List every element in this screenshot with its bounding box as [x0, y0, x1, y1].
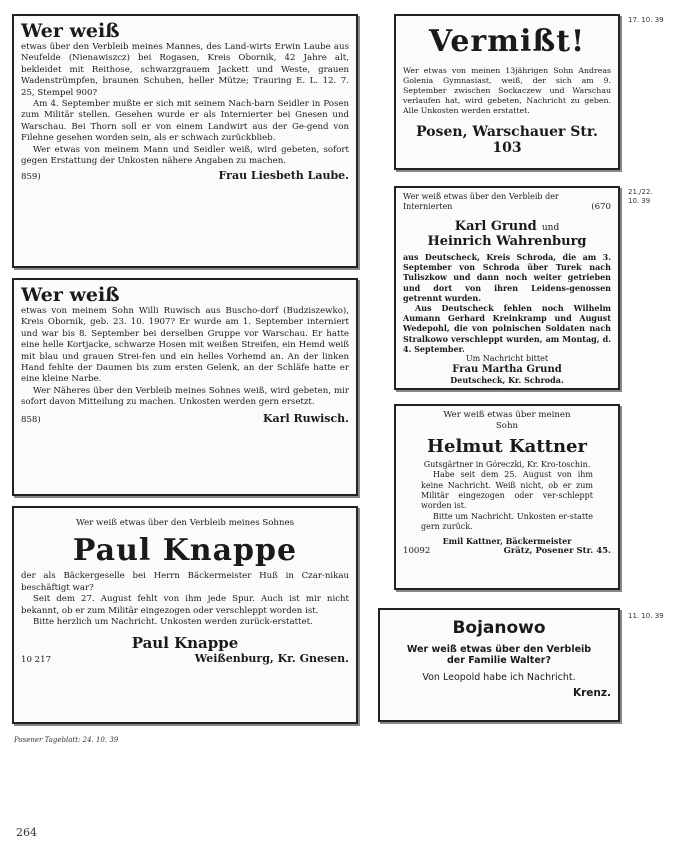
ad-place: Grätz, Posener Str. 45. — [503, 545, 611, 556]
ad-text: Aus Deutscheck fehlen noch Wilhelm Aumann Gerhard Kreinkramp und August Wedepohl, die von polnischen Soldaten nach Stralkowo verschleppt wurden, am Montag, d. 4. September. — [403, 303, 611, 354]
ad-signature: Frau Martha Grund — [452, 364, 562, 376]
ad-text: aus Deutscheck, Kreis Schroda, die am 3. September von Schroda über Turek nach Tuliszkow und dann noch weiter getrieben und dort von ihren Leidens-genossen getrennt wurden. — [403, 252, 611, 303]
ad-signature: Paul Knappe — [131, 634, 239, 653]
ad-intro: Wer weiß etwas über den Verbleib der Internierten — [403, 192, 559, 211]
ad-number: 10092 — [403, 545, 431, 556]
publication-date: 21./22. — [628, 188, 653, 196]
ad-text: Gutsgärtner in Góreczki, Kr. Kro-toschin. — [423, 459, 591, 469]
ad-place: Deutscheck, Kr. Schroda. — [450, 375, 564, 386]
publication-date: 10. 39 — [628, 197, 651, 205]
page-number: 264 — [16, 826, 37, 839]
ad-text: Habe seit dem 25. August von ihm keine Nachricht. Weiß nicht, ob er zum Militär eingezogen oder ver-schleppt worden ist. — [421, 470, 593, 511]
ad-text: Von Leopold habe ich Nachricht. — [422, 672, 576, 683]
ad-text: etwas über den Verbleib meines Mannes, des Land-wirts Erwin Laube aus Neufelde (Nienawiszcz) bei Rogasen, Kreis Obornik, 42 Jahre alt, bekleidet mit Reithose, schwarzgrauem Jackett und Weste, grauen Wadenstrümpfen, braunen Schuhen, heller Mütze; Trauring E. L. 12. 7. 25, Stempel 900? — [21, 42, 349, 98]
ad-grund — [394, 186, 620, 390]
ad-text: Um Nachricht bittet — [465, 354, 549, 364]
ad-signature: Krenz. — [572, 687, 611, 699]
ad-text: der als Bäckergeselle bei Herrn Bäckermeister Huß in Czar-nikau beschäftigt war? — [21, 571, 349, 593]
ad-text: Am 4. September mußte er sich mit seinem Nach-barn Seidler in Posen zum Militär stellen. Gesehen wurde er als Internierter bei Gnesen und Warschau. Bei Thorn soll er von einem Landwirt aus der Ge-gend von Filehne gesehen worden sein, als er schwach zurückblieb. — [21, 99, 349, 144]
ad-number: 858) — [21, 414, 41, 425]
ad-name: Helmut Kattner — [427, 435, 587, 457]
ad-name: Heinrich Wahrenburg — [427, 234, 587, 249]
ad-bojanowo — [378, 608, 620, 722]
source-caption: Posener Tageblatt: 24. 10. 39 — [14, 736, 119, 744]
ad-text: der Familie Walter? — [447, 655, 551, 666]
ad-number: (670 — [591, 202, 611, 212]
ad-text: und — [541, 223, 560, 233]
ad-number: 859) — [21, 172, 41, 183]
ad-heading: Bojanowo — [452, 618, 546, 638]
ad-name: Karl Grund — [454, 219, 537, 234]
ad-signature: Karl Ruwisch. — [263, 411, 349, 425]
ad-name: Paul Knappe — [72, 533, 298, 569]
ad-heading: Vermißt! — [428, 24, 586, 59]
ad-heading: Wer weiß — [21, 20, 120, 42]
ad-signature: Emil Kattner, Bäckermeister — [442, 535, 572, 546]
ad-ruwisch — [12, 278, 358, 496]
ad-kattner — [394, 404, 620, 590]
ad-number: 10 217 — [21, 655, 52, 666]
ad-text: Wer weiß etwas über den Verbleib — [406, 644, 592, 655]
ad-golenia — [394, 14, 620, 170]
ad-signature: Frau Liesbeth Laube. — [218, 169, 349, 183]
ad-text: Wer Näheres über den Verbleib meines Sohnes weiß, wird gebeten, mir sofort davon Mitteilung zu machen. Unkosten werden gern ersetzt. — [21, 385, 349, 408]
ad-text: Seit dem 27. August fehlt von ihm jede Spur. Auch ist mir nicht bekannt, ob er zum Militär eingezogen oder verschleppt worden ist. — [21, 594, 349, 616]
ad-place: Weißenburg, Kr. Gnesen. — [194, 652, 349, 666]
publication-date: 17. 10. 39 — [628, 16, 664, 24]
ad-text: etwas von meinem Sohn Willi Ruwisch aus Buscho-dorf (Budziszewko), Kreis Obornik, geb. 23. 10. 1907? Er wurde am 1. September interniert und war bis 8. September bei derselben Gruppe vor Warschau. Er hatte eine helle Kortjacke, schwarze Hosen mit weißen Streifen, ein Hemd weiß mit blau und grauen Strei-fen und ein helles Vorhemd an. An der linken Hand fehlte der Daumen bis zum ersten Gelenk, an der Schläfe hatte er eine kleine Narbe. — [21, 306, 349, 385]
ad-text: Wer etwas von meinen 13jährigen Sohn Andreas Golenia Gymnasiast, weiß, der sich am 9. September zwischen Sockaczew und Warschau verlaufen hat, wird gebeten, Nachricht zu geben. Alle Unkosten werden erstattet. — [403, 66, 611, 115]
ad-intro: Wer weiß etwas über meinen Sohn — [443, 410, 571, 432]
ad-heading: Wer weiß — [21, 284, 120, 306]
ad-address: Posen, Warschauer Str. 103 — [416, 124, 598, 156]
ad-intro: Wer weiß etwas über den Verbleib meines Sohnes — [76, 518, 294, 528]
ad-laube — [12, 14, 358, 268]
publication-date: 11. 10. 39 — [628, 612, 664, 620]
ad-knappe — [12, 506, 358, 724]
ad-text: Bitte herzlich um Nachricht. Unkosten werden zurück-erstattet. — [33, 617, 313, 628]
ad-text: Wer etwas von meinem Mann und Seidler weiß, wird gebeten, sofort gegen Erstattung der Unkosten nähere Angaben zu machen. — [21, 144, 349, 167]
ad-text: Bitte um Nachricht. Unkosten er-statte gern zurück. — [421, 511, 593, 532]
